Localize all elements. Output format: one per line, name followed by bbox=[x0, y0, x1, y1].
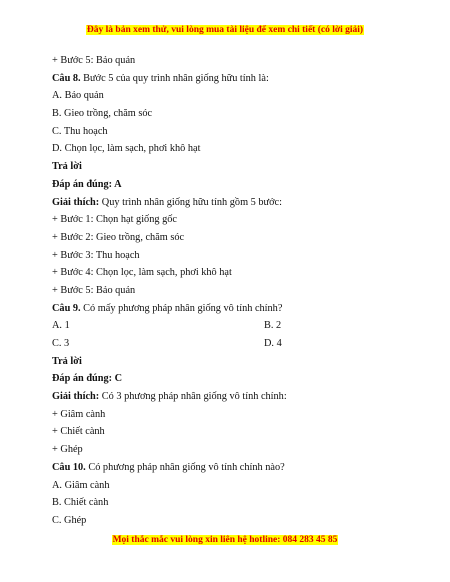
explanation bbox=[52, 388, 402, 406]
explanation-text: Quy trình nhân giống hữu tính gồm 5 bước: bbox=[99, 196, 282, 208]
preview-banner-text: Đây là bản xem thử, vui lòng mua tài liệu để xem chi tiết (có lời giải) bbox=[86, 25, 364, 35]
step-line: + Bước 5: Bảo quản bbox=[52, 55, 136, 66]
explanation-label: Giải thích: bbox=[52, 196, 100, 208]
method-line: + Chiết cành bbox=[52, 426, 105, 438]
question-text: Có phương pháp nhân giống vô tính chính nào? bbox=[85, 461, 285, 473]
step-line: + Bước 3: Thu hoạch bbox=[52, 249, 140, 261]
hotline-banner bbox=[0, 535, 450, 545]
step-line: + Bước 4: Chọn lọc, làm sạch, phơi khô hạt bbox=[52, 267, 232, 279]
option-d: D. 4 bbox=[264, 338, 282, 349]
explanation-label: Giải thích: bbox=[52, 391, 100, 403]
options-row bbox=[52, 317, 402, 335]
answer-heading: Trả lời bbox=[52, 355, 82, 367]
step-line: + Bước 1: Chọn hạt giống gốc bbox=[52, 214, 177, 226]
option-a: A. Bảo quản bbox=[52, 90, 104, 102]
option-b: B. Gieo trồng, chăm sóc bbox=[52, 108, 153, 120]
option-b: B. Chiết cành bbox=[52, 497, 109, 509]
question-label: Câu 8. bbox=[52, 72, 81, 84]
question-8 bbox=[52, 70, 402, 88]
answer-heading: Trả lời bbox=[52, 161, 82, 173]
step-line: + Bước 5: Bảo quản bbox=[52, 284, 136, 296]
question-label: Câu 10. bbox=[52, 461, 86, 473]
preview-banner bbox=[0, 25, 450, 35]
option-a: A. Giâm cành bbox=[52, 479, 110, 491]
option-a: A. 1 bbox=[52, 320, 70, 332]
hotline-banner-text: Mọi thắc mắc vui lòng xin liên hệ hotline: 084 283 45 85 bbox=[112, 535, 338, 545]
step-line: + Bước 2: Gieo trồng, chăm sóc bbox=[52, 231, 185, 243]
explanation bbox=[52, 194, 402, 212]
question-text: Bước 5 của quy trình nhân giống hữu tính là: bbox=[80, 72, 269, 84]
option-d: D. Chọn lọc, làm sạch, phơi khô hạt bbox=[52, 143, 201, 155]
question-label: Câu 9. bbox=[52, 302, 81, 314]
explanation-text: Có 3 phương pháp nhân giống vô tính chính: bbox=[99, 391, 287, 403]
document-body bbox=[52, 52, 402, 530]
question-10 bbox=[52, 459, 402, 477]
question-text: Có mấy phương pháp nhân giống vô tính chính? bbox=[80, 302, 283, 314]
method-line: + Giâm cành bbox=[52, 408, 106, 420]
correct-answer: Đáp án đúng: A bbox=[52, 178, 122, 190]
question-9 bbox=[52, 300, 402, 318]
option-c: C. 3 bbox=[52, 338, 70, 349]
method-line: + Ghép bbox=[52, 444, 83, 456]
options-row bbox=[52, 335, 402, 353]
option-c: C. Thu hoạch bbox=[52, 125, 108, 137]
option-c: C. Ghép bbox=[52, 514, 87, 526]
correct-answer: Đáp án đúng: C bbox=[52, 373, 123, 385]
option-b: B. 2 bbox=[264, 320, 282, 332]
